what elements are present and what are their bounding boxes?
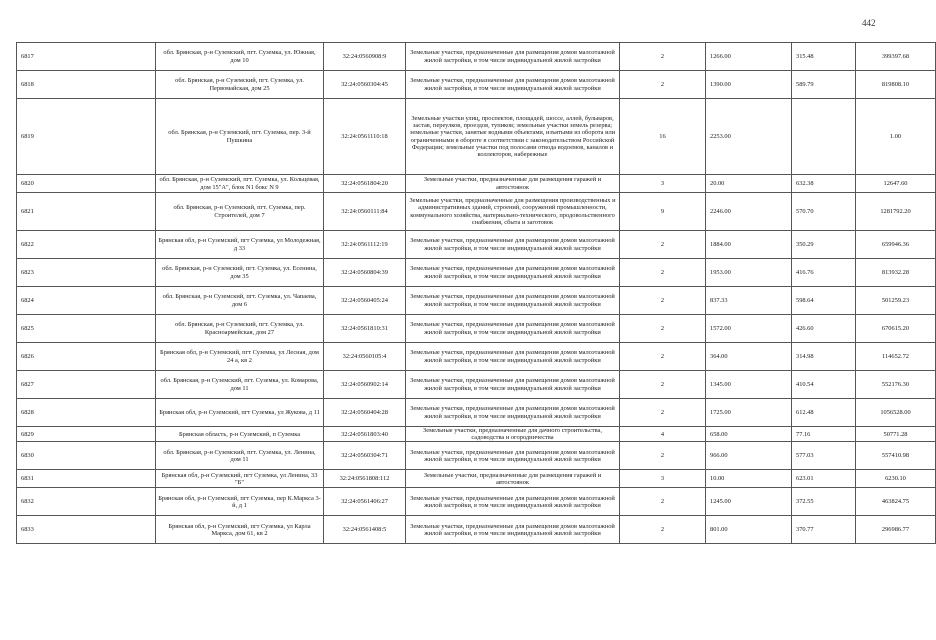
- specific-value-cell: 570.70: [792, 193, 856, 231]
- use-code-cell: 2: [620, 371, 706, 399]
- area-cell: 1572.00: [706, 315, 792, 343]
- use-code-cell: 2: [620, 442, 706, 470]
- cadastral-number-cell: 32:24:0560105:4: [324, 343, 406, 371]
- land-use-cell: Земельные участки, предназначенные для размещения домов малоэтажной жилой застройки, в том числе индивидуальной жилой застройки: [406, 287, 620, 315]
- land-use-cell: Земельные участки, предназначенные для размещения домов малоэтажной жилой застройки, в том числе индивидуальной жилой застройки: [406, 231, 620, 259]
- row-number: 6828: [17, 399, 156, 427]
- address-cell: обл. Брянская, р-н Суземский, пгт. Суземка, ул. Есенина, дом 35: [156, 259, 324, 287]
- use-code-cell: 3: [620, 175, 706, 193]
- use-code-cell: 2: [620, 43, 706, 71]
- address-cell: обл. Брянская, р-н Суземский, пгт. Суземка, ул. Комарова, дом 11: [156, 371, 324, 399]
- cadastral-value-cell: 659946.36: [856, 231, 936, 259]
- address-cell: обл. Брянская, р-н Суземский, пгт. Суземка, ул. Южная, дом 10: [156, 43, 324, 71]
- use-code-cell: 3: [620, 470, 706, 488]
- use-code-cell: 2: [620, 399, 706, 427]
- cadastral-value-cell: 463824.75: [856, 488, 936, 516]
- table-row: [17, 470, 936, 488]
- specific-value-cell: 426.60: [792, 315, 856, 343]
- land-use-cell: Земельные участки, предназначенные для размещения гаражей и автостоянок: [406, 470, 620, 488]
- address-cell: Брянская область, р-н Суземский, п Суземка: [156, 427, 324, 442]
- table-row: [17, 488, 936, 516]
- land-use-cell: Земельные участки, предназначенные для размещения домов малоэтажной жилой застройки, в том числе индивидуальной жилой застройки: [406, 371, 620, 399]
- table-row: [17, 516, 936, 544]
- row-number: 6833: [17, 516, 156, 544]
- cadastral-number-cell: 32:24:0561110:18: [324, 99, 406, 175]
- row-number: 6831: [17, 470, 156, 488]
- address-cell: Брянская обл, р-н Суземский, пгт Суземка, ул Ленина, 33 "Б": [156, 470, 324, 488]
- cadastral-number-cell: 32:24:0560902:14: [324, 371, 406, 399]
- specific-value-cell: 372.55: [792, 488, 856, 516]
- cadastral-value-cell: 813932.28: [856, 259, 936, 287]
- cadastral-value-table: [16, 42, 936, 544]
- row-number: 6821: [17, 193, 156, 231]
- land-use-cell: Земельные участки, предназначенные для размещения домов малоэтажной жилой застройки, в том числе индивидуальной жилой застройки: [406, 71, 620, 99]
- land-use-cell: Земельные участки, предназначенные для размещения домов малоэтажной жилой застройки, в том числе индивидуальной жилой застройки: [406, 442, 620, 470]
- cadastral-number-cell: 32:24:0560304:71: [324, 442, 406, 470]
- use-code-cell: 2: [620, 231, 706, 259]
- row-number: 6826: [17, 343, 156, 371]
- table-row: [17, 99, 936, 175]
- cadastral-number-cell: 32:24:0561810:31: [324, 315, 406, 343]
- area-cell: 1245.00: [706, 488, 792, 516]
- area-cell: 20.00: [706, 175, 792, 193]
- row-number: 6832: [17, 488, 156, 516]
- area-cell: 1266.00: [706, 43, 792, 71]
- cadastral-number-cell: 32:24:0560404:28: [324, 399, 406, 427]
- address-cell: Брянская обл, р-н Суземский, пгт Суземка, ул Жукова, д 11: [156, 399, 324, 427]
- row-number: 6830: [17, 442, 156, 470]
- area-cell: 1390.00: [706, 71, 792, 99]
- specific-value-cell: 77.16: [792, 427, 856, 442]
- use-code-cell: 2: [620, 516, 706, 544]
- cadastral-number-cell: 32:24:0561804:20: [324, 175, 406, 193]
- use-code-cell: 2: [620, 343, 706, 371]
- cadastral-number-cell: 32:24:0561808:112: [324, 470, 406, 488]
- specific-value-cell: 598.64: [792, 287, 856, 315]
- land-use-cell: Земельные участки, предназначенные для дачного строительства, садоводства и огородничества: [406, 427, 620, 442]
- use-code-cell: 2: [620, 315, 706, 343]
- address-cell: обл. Брянская, р-н Суземский, пгт. Суземка, пер. Строителей, дом 7: [156, 193, 324, 231]
- cadastral-value-cell: 1056528.00: [856, 399, 936, 427]
- area-cell: 2246.00: [706, 193, 792, 231]
- page-number: 442: [862, 18, 876, 28]
- land-use-cell: Земельные участки, предназначенные для размещения домов малоэтажной жилой застройки, в том числе индивидуальной жилой застройки: [406, 315, 620, 343]
- cadastral-number-cell: 32:24:0561112:19: [324, 231, 406, 259]
- use-code-cell: 2: [620, 71, 706, 99]
- address-cell: Брянская обл, р-н Суземский, пгт Суземка, ул Лесная, дом 24 а, кв 2: [156, 343, 324, 371]
- area-cell: 1345.00: [706, 371, 792, 399]
- specific-value-cell: 350.29: [792, 231, 856, 259]
- specific-value-cell: 632.38: [792, 175, 856, 193]
- land-use-cell: Земельные участки, предназначенные для размещения домов малоэтажной жилой застройки, в том числе индивидуальной жилой застройки: [406, 259, 620, 287]
- table-row: [17, 231, 936, 259]
- specific-value-cell: 314.98: [792, 343, 856, 371]
- use-code-cell: 16: [620, 99, 706, 175]
- area-cell: 966.00: [706, 442, 792, 470]
- table-row: [17, 259, 936, 287]
- address-cell: Брянская обл, р-н Суземский, пгт Суземка, пер К.Маркса 3-й, д 1: [156, 488, 324, 516]
- use-code-cell: 4: [620, 427, 706, 442]
- use-code-cell: 9: [620, 193, 706, 231]
- cadastral-value-cell: 296986.77: [856, 516, 936, 544]
- address-cell: Брянская обл, р-н Суземский, пгт Суземка, ул Молодежная, д 33: [156, 231, 324, 259]
- specific-value-cell: 370.77: [792, 516, 856, 544]
- use-code-cell: 2: [620, 488, 706, 516]
- area-cell: 1884.00: [706, 231, 792, 259]
- row-number: 6822: [17, 231, 156, 259]
- address-cell: обл. Брянская, р-н Суземский, пгт. Суземка, ул. Красноармейская, дом 27: [156, 315, 324, 343]
- table-row: [17, 371, 936, 399]
- cadastral-value-cell: 501259.23: [856, 287, 936, 315]
- land-use-cell: Земельные участки, предназначенные для размещения домов малоэтажной жилой застройки, в том числе индивидуальной жилой застройки: [406, 488, 620, 516]
- address-cell: Брянская обл, р-н Суземский, пгт Суземка, ул Карла Маркса, дом 61, кв 2: [156, 516, 324, 544]
- cadastral-number-cell: 32:24:0561408:5: [324, 516, 406, 544]
- area-cell: 658.00: [706, 427, 792, 442]
- specific-value-cell: 577.03: [792, 442, 856, 470]
- area-cell: 1725.00: [706, 399, 792, 427]
- row-number: 6824: [17, 287, 156, 315]
- row-number: 6825: [17, 315, 156, 343]
- cadastral-value-cell: 552176.30: [856, 371, 936, 399]
- specific-value-cell: 315.48: [792, 43, 856, 71]
- cadastral-number-cell: 32:24:0560304:45: [324, 71, 406, 99]
- row-number: 6820: [17, 175, 156, 193]
- specific-value-cell: 410.54: [792, 371, 856, 399]
- cadastral-value-cell: 6230.10: [856, 470, 936, 488]
- cadastral-number-cell: 32:24:0561803:40: [324, 427, 406, 442]
- table-row: [17, 343, 936, 371]
- land-use-cell: Земельные участки, предназначенные для размещения домов малоэтажной жилой застройки, в том числе индивидуальной жилой застройки: [406, 399, 620, 427]
- cadastral-value-cell: 1.00: [856, 99, 936, 175]
- specific-value-cell: 612.48: [792, 399, 856, 427]
- table-row: [17, 315, 936, 343]
- row-number: 6827: [17, 371, 156, 399]
- area-cell: 10.00: [706, 470, 792, 488]
- cadastral-number-cell: 32:24:0560111:84: [324, 193, 406, 231]
- row-number: 6829: [17, 427, 156, 442]
- land-use-cell: Земельные участки, предназначенные для размещения производственных и административных зданий, строений, сооружений промышленности, коммунального хозяйства, материально-технического, продовольственного снабжения, сбыта и заготовок: [406, 193, 620, 231]
- address-cell: обл. Брянская, р-н Суземский, пгт. Суземка, ул. Первомайская, дом 25: [156, 71, 324, 99]
- cadastral-value-cell: 114652.72: [856, 343, 936, 371]
- use-code-cell: 2: [620, 287, 706, 315]
- row-number: 6823: [17, 259, 156, 287]
- area-cell: 1953.00: [706, 259, 792, 287]
- table-row: [17, 193, 936, 231]
- table-body: [17, 43, 936, 544]
- address-cell: обл. Брянская, р-н Суземский, пгт. Суземка, ул. Чапаева, дом 6: [156, 287, 324, 315]
- table-row: [17, 43, 936, 71]
- row-number: 6819: [17, 99, 156, 175]
- table-row: [17, 399, 936, 427]
- address-cell: обл. Брянская, р-н Суземский, пгт. Суземка, пер. 3-й Пушкина: [156, 99, 324, 175]
- table-row: [17, 442, 936, 470]
- row-number: 6818: [17, 71, 156, 99]
- cadastral-number-cell: 32:24:0560908:9: [324, 43, 406, 71]
- specific-value-cell: 589.79: [792, 71, 856, 99]
- cadastral-number-cell: 32:24:0560804:39: [324, 259, 406, 287]
- cadastral-number-cell: 32:24:0561406:27: [324, 488, 406, 516]
- use-code-cell: 2: [620, 259, 706, 287]
- table-row: [17, 427, 936, 442]
- land-use-cell: Земельные участки, предназначенные для размещения гаражей и автостоянок: [406, 175, 620, 193]
- table-row: [17, 71, 936, 99]
- land-use-cell: Земельные участки, предназначенные для размещения домов малоэтажной жилой застройки, в том числе индивидуальной жилой застройки: [406, 516, 620, 544]
- row-number: 6817: [17, 43, 156, 71]
- cadastral-value-cell: 399397.68: [856, 43, 936, 71]
- land-use-cell: Земельные участки улиц, проспектов, площадей, шоссе, аллей, бульваров, застав, переулков, проездов, тупиков; земельные участки земель резерва; земельные участки, занятые водными объектами, изъятыми из оборота или ограниченными в обороте в соответствии с законодательством Российской Федерации; земельные участки под полосами отвода водоемов, каналов и коллекторов, набережные: [406, 99, 620, 175]
- specific-value-cell: 623.01: [792, 470, 856, 488]
- address-cell: обл. Брянская, р-н Суземский, пгт. Суземка, ул. Кольцевая, дом 15"А", блок N1 бокс N 9: [156, 175, 324, 193]
- cadastral-value-cell: 557410.98: [856, 442, 936, 470]
- cadastral-value-cell: 1281792.20: [856, 193, 936, 231]
- cadastral-value-cell: 50771.28: [856, 427, 936, 442]
- land-use-cell: Земельные участки, предназначенные для размещения домов малоэтажной жилой застройки, в том числе индивидуальной жилой застройки: [406, 343, 620, 371]
- land-use-cell: Земельные участки, предназначенные для размещения домов малоэтажной жилой застройки, в том числе индивидуальной жилой застройки: [406, 43, 620, 71]
- area-cell: 837.33: [706, 287, 792, 315]
- cadastral-number-cell: 32:24:0560405:24: [324, 287, 406, 315]
- area-cell: 801.00: [706, 516, 792, 544]
- specific-value-cell: [792, 99, 856, 175]
- area-cell: 364.00: [706, 343, 792, 371]
- cadastral-value-cell: 670615.20: [856, 315, 936, 343]
- area-cell: 2253.00: [706, 99, 792, 175]
- address-cell: обл. Брянская, р-н Суземский, пгт. Суземка, ул. Ленина, дом 11: [156, 442, 324, 470]
- cadastral-value-cell: 819808.10: [856, 71, 936, 99]
- cadastral-value-cell: 12647.60: [856, 175, 936, 193]
- table-row: [17, 175, 936, 193]
- specific-value-cell: 416.76: [792, 259, 856, 287]
- table-row: [17, 287, 936, 315]
